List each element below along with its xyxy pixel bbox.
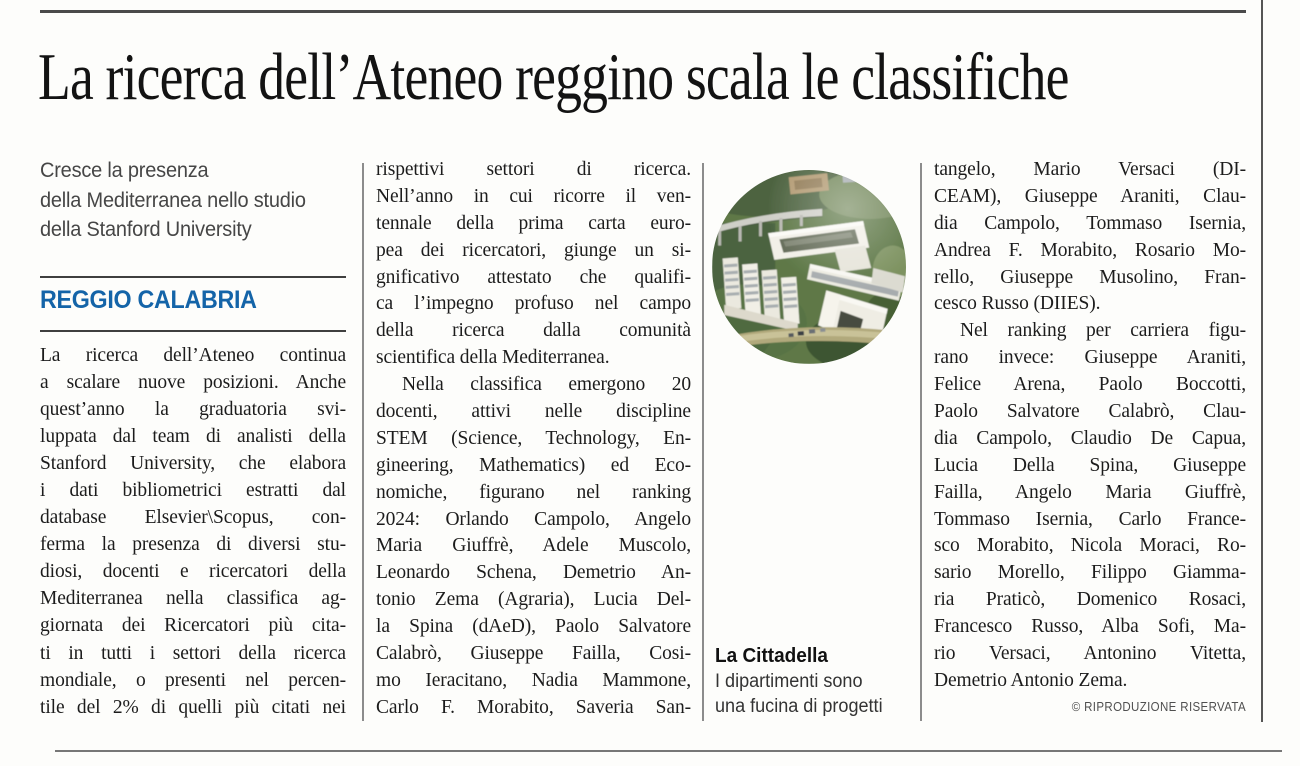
body-text-line: Paolo Salvatore Calabrò, Clau- [934,401,1246,423]
body-text-line: tangelo, Mario Versaci (DI- [934,159,1246,180]
cittadella-aerial-photo [712,170,906,364]
copyright-notice: © RIPRODUZIONE RISERVATA [1071,700,1246,714]
body-text-line: quest’anno la graduatoria svi- [40,399,346,421]
caption-line: I dipartimenti sono [715,671,863,692]
body-text-line: cesco Russo (DIIES). [934,293,1101,315]
body-text-line: La ricerca dell’Ateneo continua [40,345,346,366]
body-text-line: ferma la presenza di diversi stu- [40,534,346,556]
bottom-rule [55,750,1282,752]
body-text-line: Calabrò, Giuseppe Failla, Cosi- [376,643,691,665]
body-text-line: gineering, Mathematics) ed Eco- [376,454,691,476]
standfirst-line: della Mediterranea nello studio [40,188,306,212]
column-separator-2 [702,163,704,721]
body-text-line: ti in tutti i settori della ricerca [40,642,346,664]
headline [38,34,1268,120]
top-rule [40,10,1246,13]
body-text-line: rispettivi settori di ricerca. [376,159,691,180]
body-text-line: Mediterranea nella classifica ag- [40,588,346,610]
body-text-line: Nel ranking per carriera figu- [960,320,1246,342]
body-text-line: Lucia Della Spina, Giuseppe [934,454,1246,476]
body-text-line: tile del 2% di quelli più citati nei [40,696,346,718]
caption-line: una fucina di progetti [715,696,883,717]
photo-caption [715,644,919,719]
body-text-line: scientifica della Mediterranea. [376,347,610,369]
body-text-line: tennale della prima carta euro- [376,212,691,234]
cittadella-aerial-photo-art [712,170,906,364]
body-text-line: Failla, Angelo Maria Giuffrè, [934,481,1246,503]
body-text-line: dia Campolo, Tommaso Isernia, [934,212,1246,234]
body-text-line: mondiale, o presenti nel percen- [40,669,346,691]
kicker-rule-bottom [40,330,346,332]
body-text-line: Stanford University, che elabora [40,453,346,475]
body-text-line: Felice Arena, Paolo Boccotti, [934,374,1246,396]
body-text-line: rano invece: Giuseppe Araniti, [934,347,1246,369]
body-text-line: Demetrio Antonio Zema. [934,669,1128,691]
body-text-line: database Elsevier\Scopus, con- [40,507,346,529]
body-text-line: STEM (Science, Technology, En- [376,427,691,449]
body-text-line: giornata dei Ricercatori più cita- [40,615,346,637]
body-text-line: ca l’impegno profuso nel campo [376,293,691,315]
body-text-line: tonio Zema (Agraria), Lucia Del- [376,589,691,611]
body-text-line: mo Ieracitano, Nadia Mammone, [376,669,691,691]
body-text-line: Tommaso Isernia, Carlo France- [934,508,1246,530]
body-text-line: la Spina (dAeD), Paolo Salvatore [376,616,691,638]
body-text-line: ria Praticò, Domenico Rosaci, [934,589,1246,611]
body-text-line: nomiche, figurano nel ranking [376,481,691,503]
body-text-line: Carlo F. Morabito, Saveria San- [376,696,691,718]
body-text-line: Andrea F. Morabito, Rosario Mo- [934,239,1246,261]
body-text-line: a scalare nuove posizioni. Anche [40,372,346,394]
body-text-line: CEAM), Giuseppe Araniti, Clau- [934,185,1246,207]
body-text-line: rello, Giuseppe Musolino, Fran- [934,266,1246,288]
headline-text: La ricerca dell’Ateneo reggino scala le classifiche [38,40,1069,114]
body-column-2 [376,157,691,723]
caption-title: La Cittadella [715,645,828,667]
kicker-location: REGGIO CALABRIA [40,286,257,314]
body-text-line: sario Morello, Filippo Giamma- [934,562,1246,584]
body-text-line: Maria Giuffrè, Adele Muscolo, [376,535,691,557]
body-text-line: gnificativo attestato che qualifi- [376,266,691,288]
body-text-line: della ricerca dalla comunità [376,320,691,342]
body-text-line: Nell’anno in cui ricorre il ven- [376,185,691,207]
body-column-1 [40,342,346,722]
standfirst-line: Cresce la presenza [40,159,209,182]
column-separator-1 [362,163,364,721]
body-text-line: sco Morabito, Nicola Moraci, Ro- [934,535,1246,557]
body-text-line: Leonardo Schena, Demetrio An- [376,562,691,584]
body-text-line: pea dei ricercatori, giunge un si- [376,239,691,261]
body-text-line: Nella classifica emergono 20 [402,374,691,396]
body-text-line: i dati bibliometrici estratti dal [40,480,346,502]
body-text-line: rio Versaci, Antonino Vitetta, [934,643,1246,665]
body-text-line: luppata dal team di analisti della [40,426,346,448]
standfirst [40,156,354,245]
body-text-line: 2024: Orlando Campolo, Angelo [376,508,691,530]
column-separator-3 [920,163,922,721]
body-text-line: docenti, attivi nelle discipline [376,401,691,423]
body-column-3 [934,157,1246,697]
body-text-line: Francesco Russo, Alba Sofi, Ma- [934,616,1246,638]
standfirst-line: della Stanford University [40,218,252,241]
kicker-rule-top [40,276,346,278]
body-text-line: diosi, docenti e ricercatori della [40,561,346,583]
body-text-line: dia Campolo, Claudio De Capua, [934,427,1246,449]
